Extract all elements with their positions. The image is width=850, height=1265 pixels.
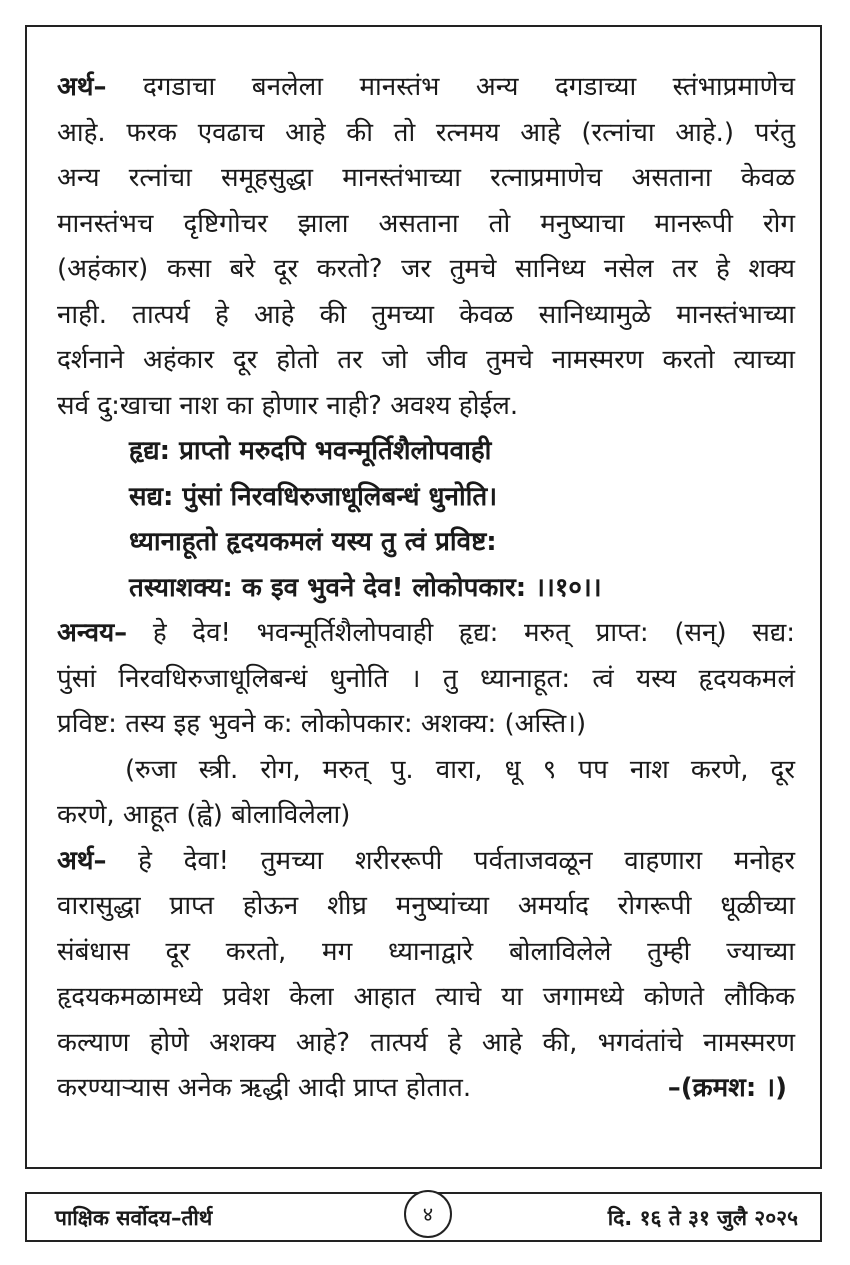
publication-name: पाक्षिक सर्वोदय–तीर्थ	[55, 1206, 213, 1230]
verse-line-1: हृद्य: प्राप्तो मरुदपि भवन्मूर्तिशैलोपवाही	[129, 436, 492, 466]
continued-marker: –(क्रमश: ।)	[667, 1073, 787, 1103]
para2-text: हे देवा! तुमच्या शरीररूपी पर्वताजवळून वाहणारा मनोहर	[106, 845, 795, 876]
para1-text: दगडाचा बनलेला मानस्तंभ अन्य दगडाच्या स्तंभाप्रमाणेच	[106, 72, 795, 102]
para2-line-6	[57, 1066, 795, 1112]
para1-line-7: दर्शनाने अहंकार दूर होतो तर जो जीव तुमचे नामस्मरण करतो त्याच्या	[57, 345, 795, 375]
para2-line-1	[57, 839, 795, 885]
para1-line-4: मानस्तंभच दृष्टिगोचर झाला असताना तो मनुष्याचा मानरूपी रोग	[57, 208, 795, 239]
para2-line-4: हृदयकमळामध्ये प्रवेश केला आहात त्याचे या जगामध्ये कोणते लौकिक	[57, 982, 795, 1012]
para1-line-1	[57, 65, 795, 111]
anvaya-text: हे देव! भवन्मूर्तिशैलोपवाही हृद्य: मरुत् प्राप्त: (सन्) सद्य:	[127, 618, 795, 648]
para2-final-text: करण्याऱ्यास अनेक ऋद्धी आदी प्राप्त होतात.	[57, 1073, 472, 1103]
verse-line-2: सद्य: पुंसां निरवधिरुजाधूलिबन्धं धुनोति।	[129, 481, 498, 512]
para1-line-3: अन्य रत्नांचा समूहसुद्धा मानस्तंभाच्या रत्नाप्रमाणेच असताना केवळ	[57, 163, 795, 193]
para1-line-2: आहे. फरक एवढाच आहे की तो रत्नमय आहे (रत्नांचा आहे.) परंतु	[57, 117, 795, 148]
para1-line-8: सर्व दु:खाचा नाश का होणार नाही? अवश्य होईल.	[57, 390, 519, 421]
para1-line-5: (अहंकार) कसा बरे दूर करतो? जर तुमचे सानिध्य नसेल तर हे शक्य	[57, 254, 795, 284]
verse-line-4: तस्याशक्य: क इव भुवने देव! लोकोपकार: ।।१०।।	[129, 572, 602, 603]
para1-line-6: नाही. तात्पर्य हे आहे की तुमच्या केवळ सानिध्यामुळे मानस्तंभाच्या	[57, 299, 795, 330]
gloss-line-1: (रुजा स्त्री. रोग, मरुत् पु. वारा, धू ९ पप नाश करणे, दूर	[125, 754, 795, 785]
article-body	[57, 65, 795, 1112]
gloss-line-2: करणे, आहूत (ह्वे) बोलाविलेला)	[57, 800, 351, 830]
verse-line-3: ध्यानाहूतो हृदयकमलं यस्य तु त्वं प्रविष्ट:	[129, 527, 497, 557]
para2-line-2: वारासुद्धा प्राप्त होऊन शीघ्र मनुष्यांच्या अमर्याद रोगरूपी धूळीच्या	[57, 891, 795, 921]
anvaya-line-3: प्रविष्ट: तस्य इह भुवने क: लोकोपकार: अशक्य: (अस्ति।)	[57, 709, 587, 739]
anvaya-label: अन्वय–	[57, 618, 128, 648]
para2-line-3: संबंधास दूर करतो, मग ध्यानाद्वारे बोलाविलेले तुम्ही ज्याच्या	[57, 936, 795, 967]
issue-date: दि. १६ ते ३१ जुलै २०२५	[607, 1206, 798, 1230]
para1-label: अर्थ–	[57, 72, 107, 102]
page-number: ४	[404, 1190, 452, 1238]
para2-label: अर्थ–	[57, 845, 107, 876]
anvaya-line-2: पुंसां निरवधिरुजाधूलिबन्धं धुनोति । तु ध्यानाहूत: त्वं यस्य हृदयकमलं	[57, 663, 795, 694]
anvaya-line-1	[57, 611, 795, 657]
article-frame	[25, 25, 822, 1169]
page-footer	[25, 1192, 822, 1242]
para2-line-5: कल्याण होणे अशक्य आहे? तात्पर्य हे आहे की, भगवंतांचे नामस्मरण	[57, 1027, 795, 1058]
